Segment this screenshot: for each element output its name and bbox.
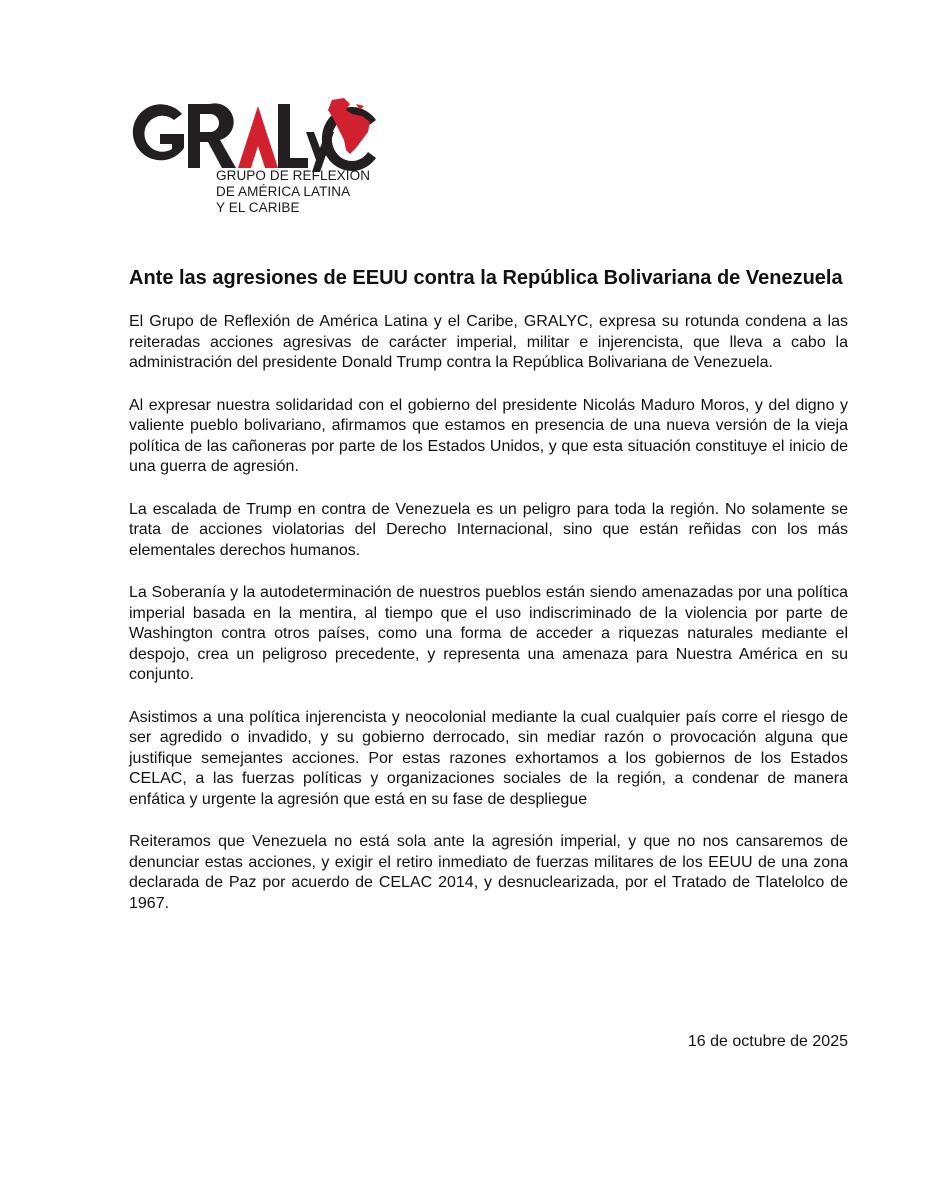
paragraph-6: Reiteramos que Venezuela no está sola ante la agresión imperial, y que no nos cansaremos de denunciar estas acciones, y exigir el retiro inmediato de fuerzas militares de los EEUU de una zona declarada de Paz por acuerdo de CELAC 2014, y desnuclearizada, por el Tratado de Tlatelolco de 1967. (129, 833, 848, 912)
logo-subtitle-line: DE AMÉRICA LATINA (216, 184, 351, 199)
paragraph-3: La escalada de Trump en contra de Venezuela es un peligro para toda la región. No solamente se trata de acciones violatorias del Derecho Internacional, sino que están reñidas con los más elementales derechos humanos. (129, 500, 848, 559)
paragraph-2: Al expresar nuestra solidaridad con el gobierno del presidente Nicolás Maduro Moros, y del digno y valiente pueblo bolivariano, afirmamos que estamos en presencia de una nueva versión de la vieja política de las cañoneras por parte de los Estados Unidos, y que esta situación constituye el inicio de una guerra de agresión. (129, 396, 848, 475)
document-title: Ante las agresiones de EEUU contra la República Bolivariana de Venezuela (129, 267, 843, 289)
paragraph-4: La Soberanía y la autodeterminación de nuestros pueblos están siendo amenazadas por una política imperial basada en la mentira, al tiempo que el uso indiscriminado de la violencia por parte de Washington contra otros países, como una forma de acceder a riquezas naturales mediante el despojo, crea un peligroso precedente, y representa una amenaza para Nuestra América en su conjunto. (129, 584, 848, 683)
document-body (129, 266, 848, 936)
logo-subtitle-line: Y EL CARIBE (216, 200, 300, 215)
logo-subtitle (216, 168, 370, 216)
paragraph-5: Asistimos a una política injerencista y neocolonial mediante la cual cualquier país corre el riesgo de ser agredido o invadido, y su gobierno derrocado, sin mediar razón o provocación alguna que justifique semejantes acciones. Por estas razones exhortamos a los gobiernos de los Estados CELAC, a las fuerzas políticas y organizaciones sociales de la región, a condenar de manera enfática y urgente la agresión que está en su fase de despliegue (129, 708, 848, 808)
gralyc-logo (118, 92, 388, 217)
logo-subtitle-line: GRUPO DE REFLEXIÓN (216, 168, 371, 183)
document-date: 16 de octubre de 2025 (687, 1033, 848, 1050)
paragraph-1: El Grupo de Reflexión de América Latina y el Caribe, GRALYC, expresa su rotunda condena a las reiteradas acciones agresivas de carácter imperial, militar e injerencista, que lleva a cabo la administración del presidente Donald Trump contra la República Bolivariana de Venezuela. (129, 313, 848, 371)
gralyc-wordmark-graphic (118, 92, 388, 172)
